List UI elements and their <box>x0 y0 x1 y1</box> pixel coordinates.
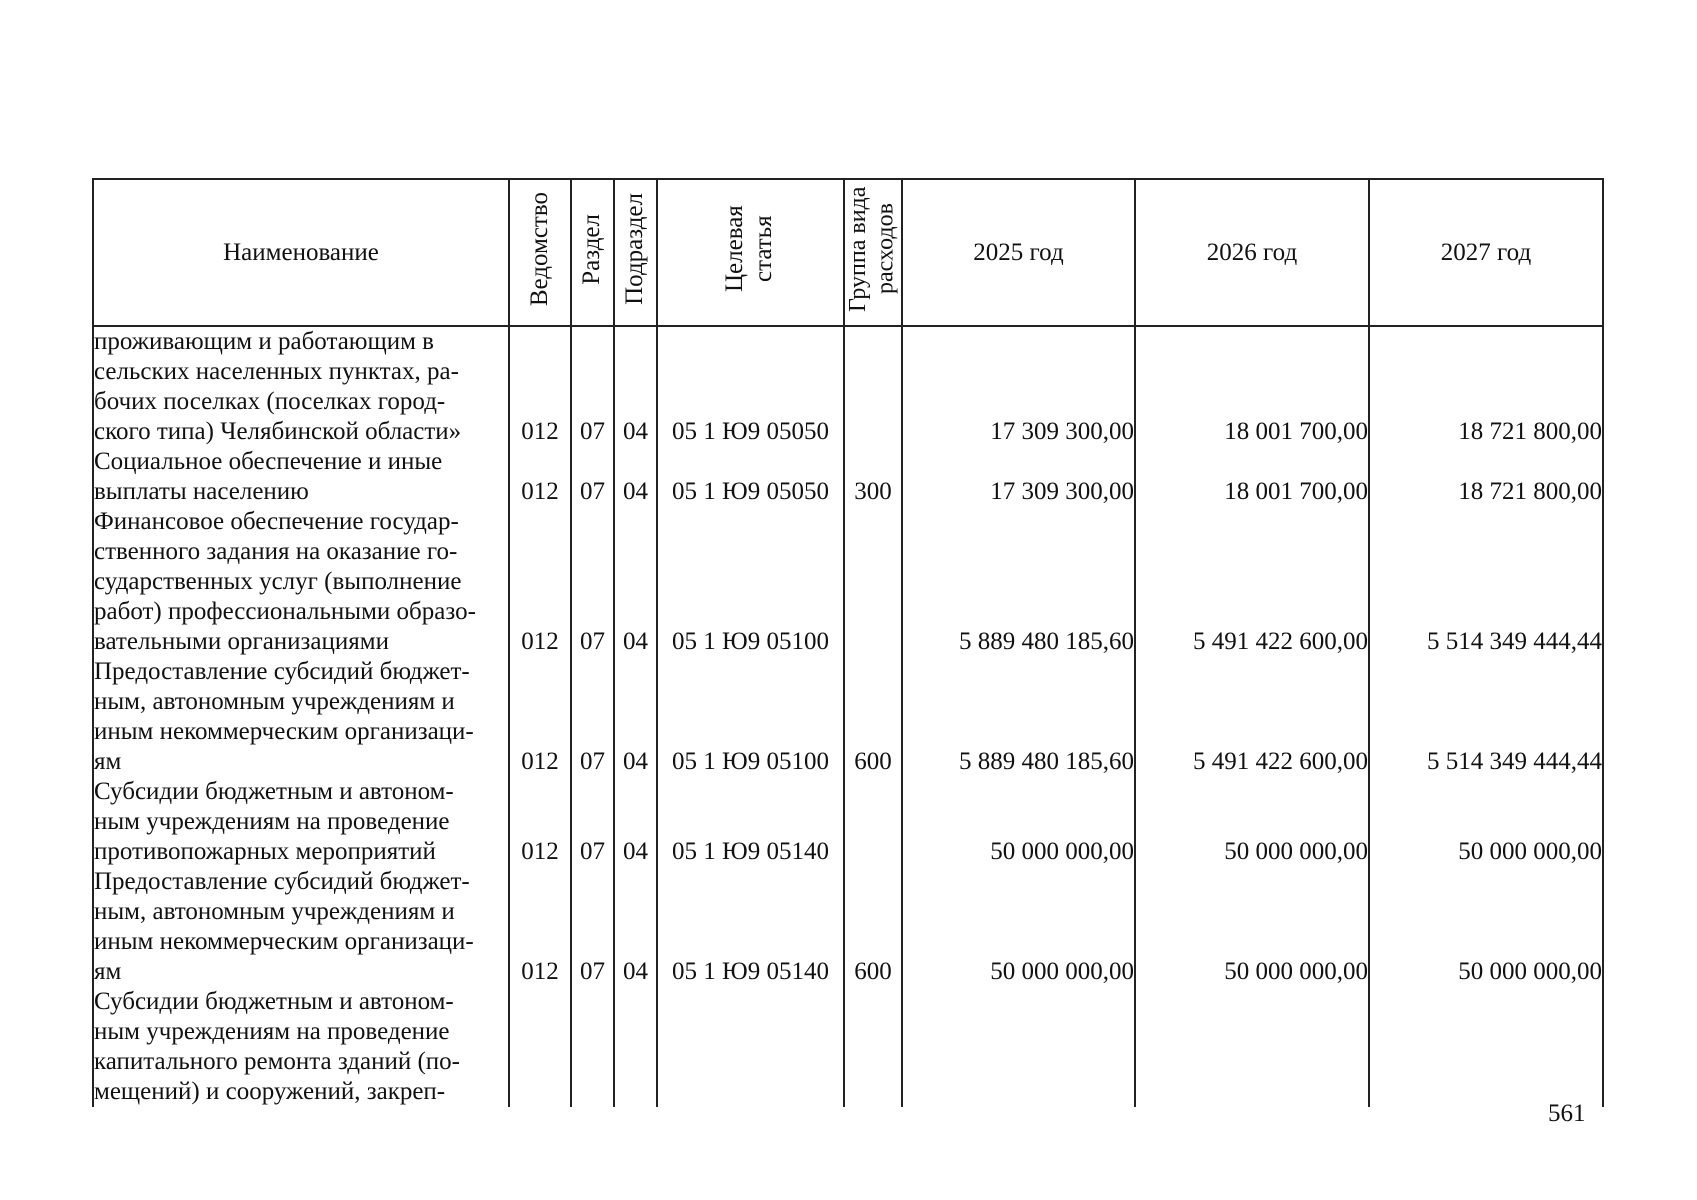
cell-podrazdel: 04 <box>614 326 657 447</box>
cell-gruppa <box>844 777 902 867</box>
col-vedomstvo-header <box>509 179 571 326</box>
cell-celevaya: 05 1 Ю9 05140 <box>657 867 844 987</box>
cell-name: Предоставление субсидий бюджет- ным, автономным учреждениям и иным некоммерческим организаци- ям <box>93 657 509 777</box>
cell-podrazdel: 04 <box>614 507 657 657</box>
table-row <box>93 657 1603 777</box>
cell-2025: 17 309 300,00 <box>902 326 1135 447</box>
cell-name: Субсидии бюджетным и автоном- ным учреждениям на проведение капитального ремонта зданий (по- мещений) и сооружений, закреп- <box>93 987 509 1107</box>
page-number: 561 <box>1548 1100 1586 1127</box>
cell-celevaya: 05 1 Ю9 05100 <box>657 657 844 777</box>
cell-2027: 50 000 000,00 <box>1369 867 1603 987</box>
cell-2025: 17 309 300,00 <box>902 447 1135 507</box>
cell-name: Социальное обеспечение и иные выплаты населению <box>93 447 509 507</box>
cell-2027: 5 514 349 444,44 <box>1369 657 1603 777</box>
cell-razdel: 07 <box>571 777 614 867</box>
cell-gruppa <box>844 507 902 657</box>
cell-2026: 50 000 000,00 <box>1135 867 1369 987</box>
vedomstvo-label: Ведомство <box>525 191 553 307</box>
cell-2025: 5 889 480 185,60 <box>902 657 1135 777</box>
cell-podrazdel: 04 <box>614 447 657 507</box>
table-row <box>93 447 1603 507</box>
table-row <box>93 867 1603 987</box>
cell-gruppa: 600 <box>844 657 902 777</box>
cell-vedomstvo: 012 <box>509 867 571 987</box>
razdel-label: Раздел <box>578 213 606 285</box>
cell-celevaya: 05 1 Ю9 05050 <box>657 326 844 447</box>
col-name-header: Наименование <box>93 179 509 326</box>
cell-razdel: 07 <box>571 326 614 447</box>
cell-vedomstvo: 012 <box>509 326 571 447</box>
cell-razdel: 07 <box>571 507 614 657</box>
table-body <box>93 326 1603 1107</box>
cell-celevaya: 05 1 Ю9 05100 <box>657 507 844 657</box>
col-gruppa-header <box>844 179 902 326</box>
cell-gruppa: 600 <box>844 867 902 987</box>
cell-2026: 18 001 700,00 <box>1135 326 1369 447</box>
col-2027-header: 2027 год <box>1369 179 1603 326</box>
cell-gruppa <box>844 987 902 1107</box>
col-2025-header: 2025 год <box>902 179 1135 326</box>
cell-2026: 18 001 700,00 <box>1135 447 1369 507</box>
cell-celevaya: 05 1 Ю9 05140 <box>657 777 844 867</box>
cell-vedomstvo: 012 <box>509 657 571 777</box>
cell-2025: 50 000 000,00 <box>902 867 1135 987</box>
cell-2025: 50 000 000,00 <box>902 777 1135 867</box>
table-row <box>93 777 1603 867</box>
table-row <box>93 987 1603 1107</box>
cell-vedomstvo <box>509 987 571 1107</box>
cell-2027 <box>1369 987 1603 1107</box>
header-row <box>93 179 1603 326</box>
cell-vedomstvo: 012 <box>509 507 571 657</box>
col-2026-header: 2026 год <box>1135 179 1369 326</box>
cell-gruppa <box>844 326 902 447</box>
cell-name: Финансовое обеспечение государ- ственного задания на оказание го- сударственных услуг (выполнение работ) профессиональными образо- вательными организациями <box>93 507 509 657</box>
cell-razdel: 07 <box>571 867 614 987</box>
cell-2026: 5 491 422 600,00 <box>1135 507 1369 657</box>
celevaya-label: Целевая статья <box>720 205 777 293</box>
cell-2027: 50 000 000,00 <box>1369 777 1603 867</box>
cell-2026: 5 491 422 600,00 <box>1135 657 1369 777</box>
cell-podrazdel: 04 <box>614 657 657 777</box>
budget-table <box>92 178 1604 1107</box>
cell-razdel <box>571 987 614 1107</box>
cell-vedomstvo: 012 <box>509 447 571 507</box>
cell-2025: 5 889 480 185,60 <box>902 507 1135 657</box>
cell-2025 <box>902 987 1135 1107</box>
col-podrazdel-header <box>614 179 657 326</box>
gruppa-label: Группа вида расходов <box>845 186 899 312</box>
cell-2026 <box>1135 987 1369 1107</box>
table-row <box>93 326 1603 447</box>
cell-2027: 18 721 800,00 <box>1369 326 1603 447</box>
col-celevaya-header <box>657 179 844 326</box>
cell-name: Субсидии бюджетным и автоном- ным учреждениям на проведение противопожарных мероприятий <box>93 777 509 867</box>
podrazdel-label: Подраздел <box>621 193 649 305</box>
cell-podrazdel: 04 <box>614 777 657 867</box>
cell-podrazdel <box>614 987 657 1107</box>
cell-podrazdel: 04 <box>614 867 657 987</box>
cell-2027: 5 514 349 444,44 <box>1369 507 1603 657</box>
cell-celevaya: 05 1 Ю9 05050 <box>657 447 844 507</box>
cell-razdel: 07 <box>571 657 614 777</box>
cell-2026: 50 000 000,00 <box>1135 777 1369 867</box>
cell-razdel: 07 <box>571 447 614 507</box>
col-razdel-header <box>571 179 614 326</box>
cell-celevaya <box>657 987 844 1107</box>
cell-name: проживающим и работающим в сельских населенных пунктах, ра- бочих поселках (поселках город- ского типа) Челябинской области» <box>93 326 509 447</box>
cell-2027: 18 721 800,00 <box>1369 447 1603 507</box>
table-row <box>93 507 1603 657</box>
cell-gruppa: 300 <box>844 447 902 507</box>
cell-name: Предоставление субсидий бюджет- ным, автономным учреждениям и иным некоммерческим организаци- ям <box>93 867 509 987</box>
cell-vedomstvo: 012 <box>509 777 571 867</box>
